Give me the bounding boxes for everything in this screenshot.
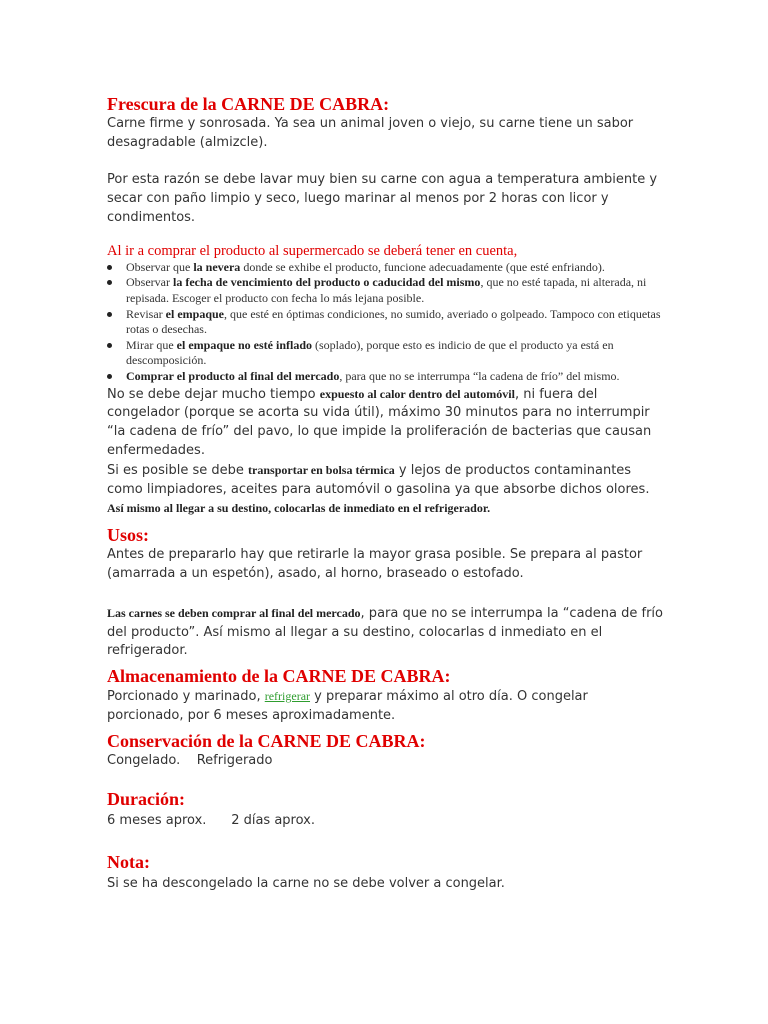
document-content [107, 93, 667, 894]
nota-title: Nota: [107, 852, 150, 873]
comprar-list-item: Observar la fecha de vencimiento del producto o caducidad del mismo, que no esté tapada, ni alterada, ni repisada. Escoger el producto con fecha lo más lejana posible. [107, 275, 667, 306]
usos-paragraph-2: Las carnes se deben comprar al final del mercado, para que no se interrumpa la “cadena de frío del producto”. Así mismo al llegar a su destino, colocarlas d inmediato en el refrigerador. [107, 605, 663, 659]
comprar-list-item: Mirar que el empaque no esté inflado (soplado), porque esto es indicio de que el producto ya está en descomposición. [107, 338, 667, 369]
comprar-list-item: Observar que la nevera donde se exhibe el producto, funcione adecuadamente (que esté enfriando). [107, 260, 667, 276]
destino-paragraph: Así mismo al llegar a su destino, colocarlas de inmediato en el refrigerador. [107, 501, 491, 516]
almacenamiento-paragraph: Porcionado y marinado, refrigerar y preparar máximo al otro día. O congelar porcionado, por 6 meses aproximadamente. [107, 689, 588, 723]
conservacion-title: Conservación de la CARNE DE CABRA: [107, 730, 426, 751]
usos-paragraph-1: Antes de prepararlo hay que retirarle la mayor grasa posible. Se prepara al pastor (amarrada a un espetón), asado, al horno, braseado o estofado. [107, 547, 643, 581]
frescura-title: Frescura de la CARNE DE CABRA: [107, 94, 390, 114]
conservacion-text: Congelado. Refrigerado [107, 752, 273, 768]
frescura-paragraph-2: Por esta razón se debe lavar muy bien su carne con agua a temperatura ambiente y secar con paño limpio y seco, luego marinar al menos por 2 horas con licor y condimentos. [107, 172, 658, 225]
comprar-list-item: Comprar el producto al final del mercado, para que no se interrumpa “la cadena de frío” del mismo. [107, 369, 667, 385]
refrigerar-link[interactable]: refrigerar [264, 689, 311, 704]
calor-paragraph: No se debe dejar mucho tiempo expuesto al calor dentro del automóvil, ni fuera del congelador (porque se acorta su vida útil), máximo 30 minutos para no interrumpir “la cadena de frío” del pavo, lo que impide la proliferación de bacterias que causan enfermedades. [107, 386, 652, 458]
frescura-paragraph-1: Carne firme y sonrosada. Ya sea un animal joven o viejo, su carne tiene un sabor desagradable (almizcle). [107, 116, 634, 150]
comprar-intro: Al ir a comprar el producto al supermercado se deberá tener en cuenta, [107, 242, 518, 259]
transporte-paragraph: Si es posible se debe transportar en bolsa térmica y lejos de productos contaminantes como limpiadores, aceites para automóvil o gasolina ya que absorbe dichos olores. [107, 462, 650, 497]
comprar-list-item: Revisar el empaque, que esté en óptimas condiciones, no sumido, averiado o golpeado. Tampoco con etiquetas rotas o desechas. [107, 307, 667, 338]
usos-title: Usos: [107, 525, 150, 546]
duracion-text: 6 meses aprox. 2 días aprox. [107, 813, 315, 829]
almacenamiento-title: Almacenamiento de la CARNE DE CABRA: [107, 666, 451, 687]
nota-text: Si se ha descongelado la carne no se debe volver a congelar. [107, 876, 505, 892]
duracion-title: Duración: [107, 789, 185, 810]
comprar-list [107, 260, 667, 385]
